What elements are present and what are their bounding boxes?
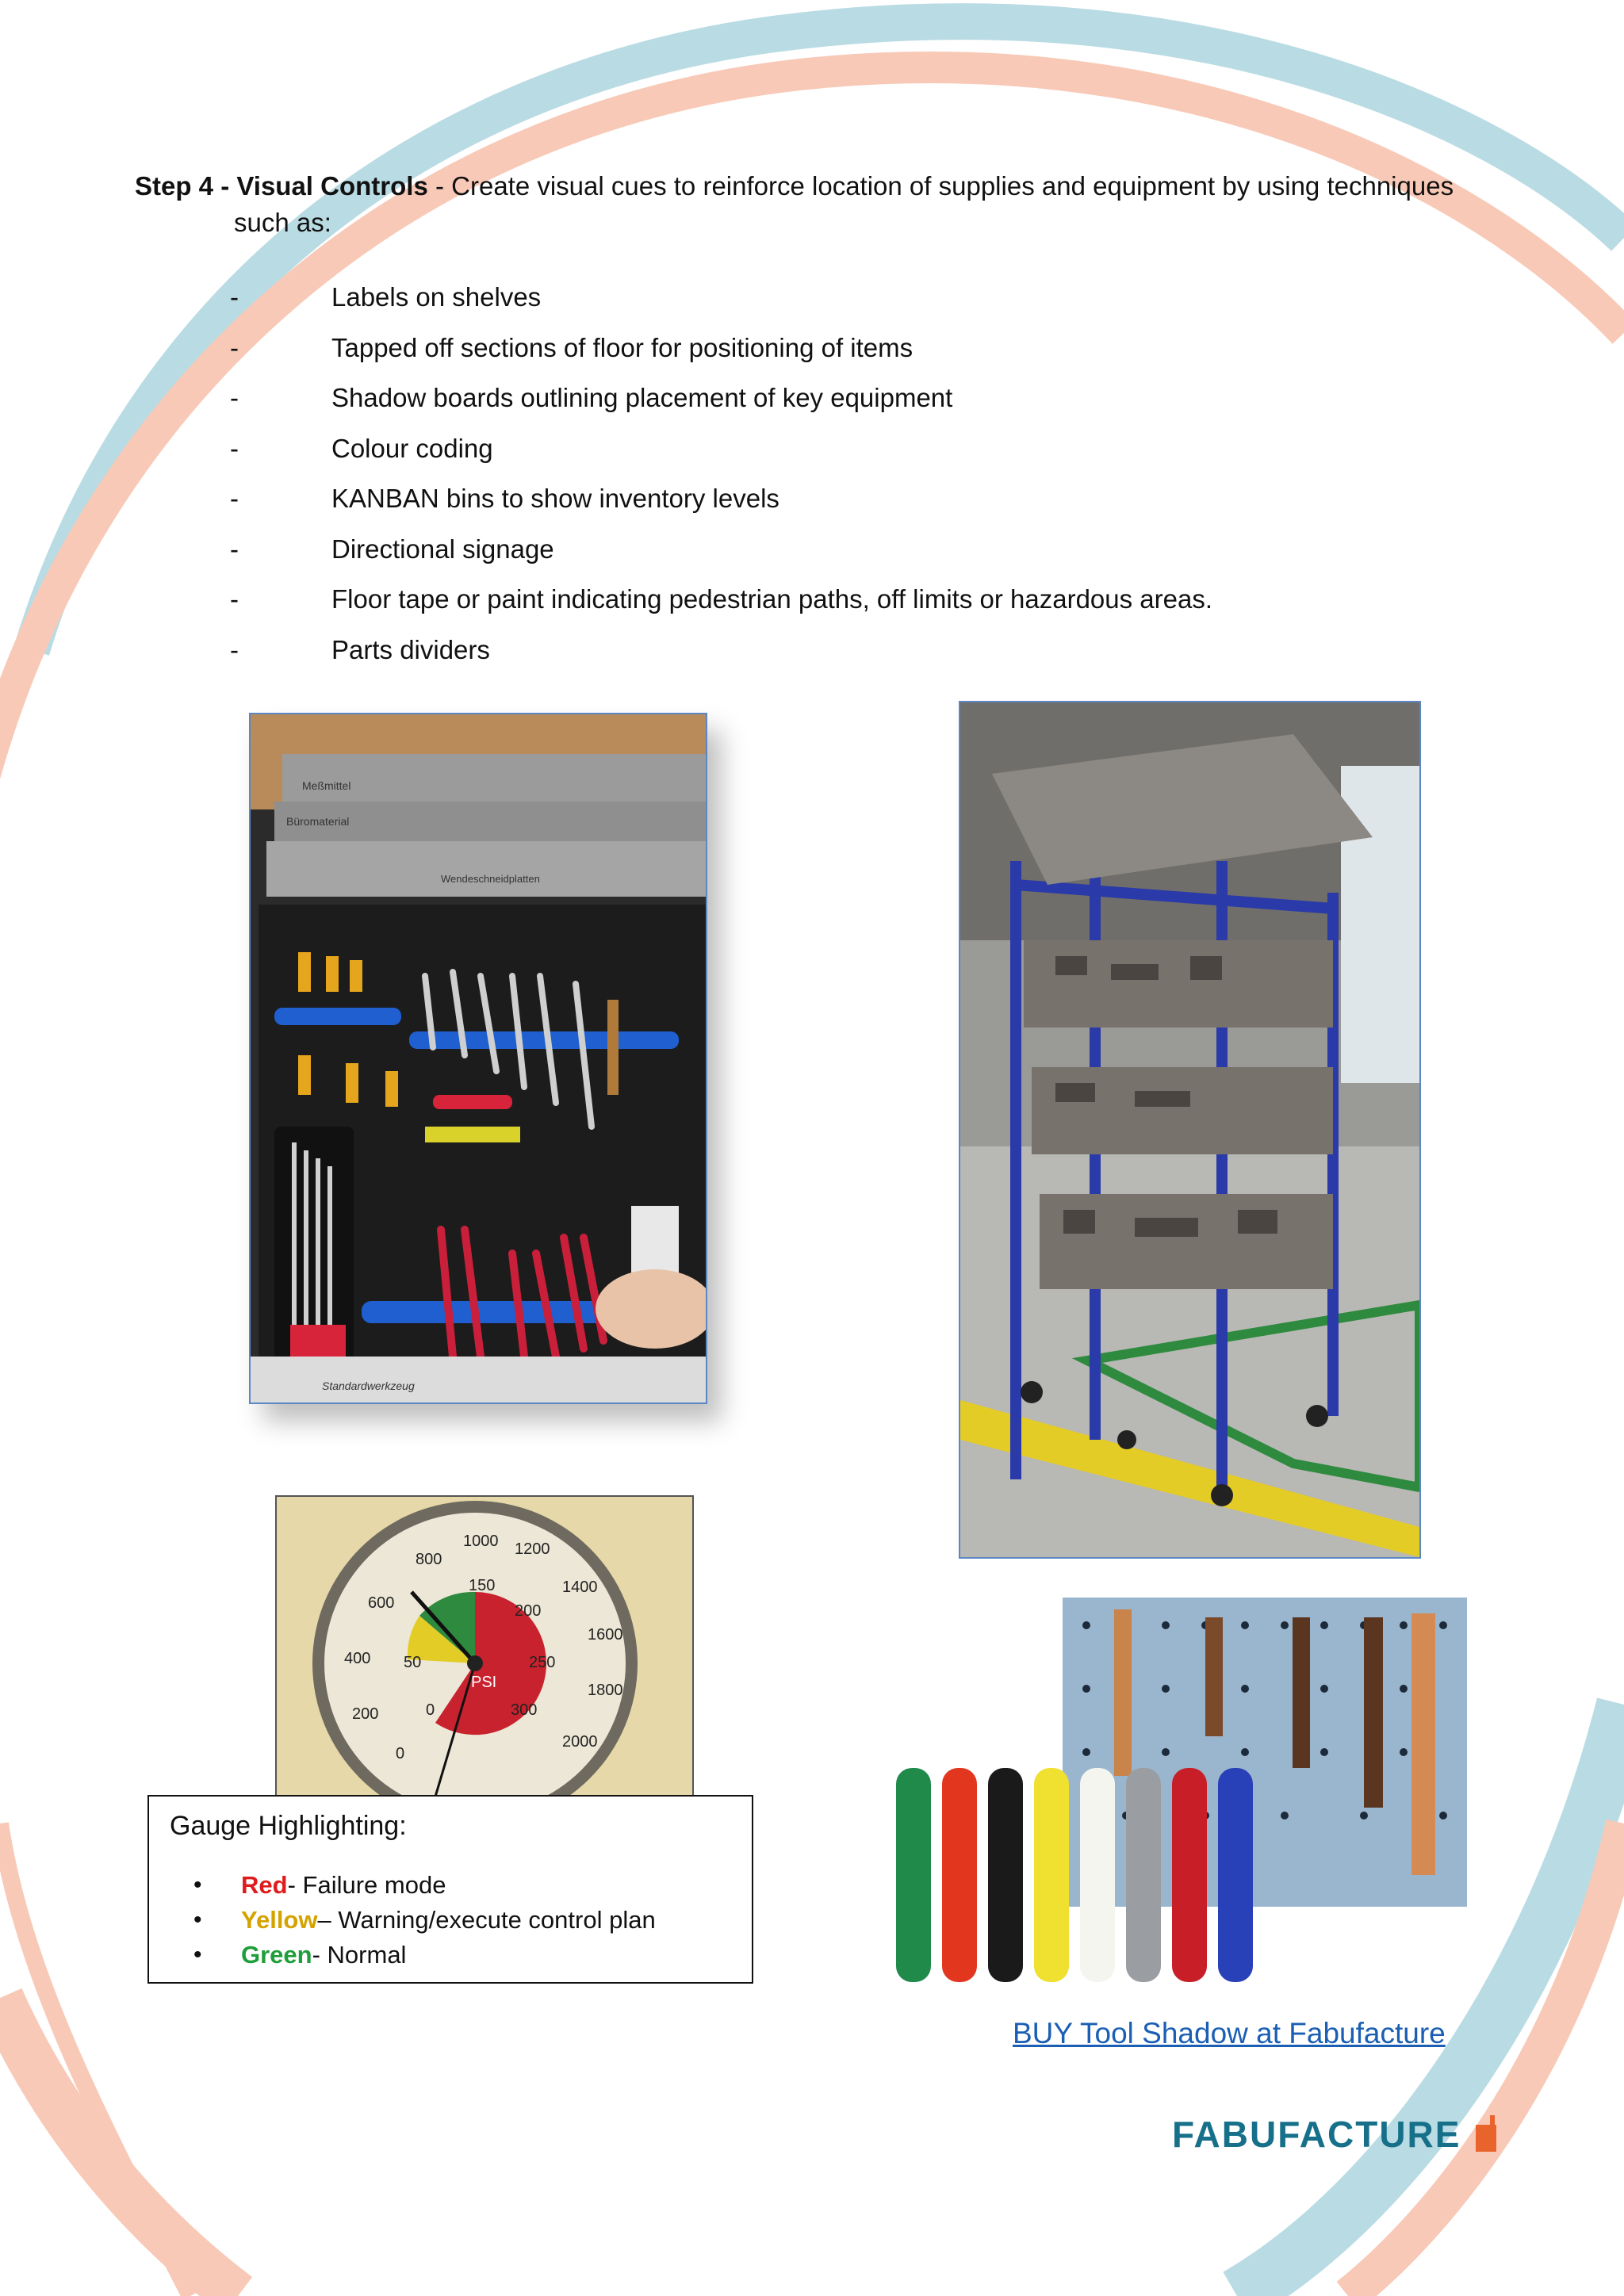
list-item: • Yellow – Warning/execute control plan <box>193 1906 656 1934</box>
gauge-highlighting-list <box>193 1868 656 1973</box>
svg-text:1800: 1800 <box>588 1682 623 1699</box>
svg-text:Büromaterial: Büromaterial <box>286 815 350 828</box>
list-item: • Red - Failure mode <box>193 1871 446 1899</box>
svg-text:Meßmittel: Meßmittel <box>302 779 351 792</box>
svg-text:200: 200 <box>352 1705 379 1723</box>
svg-text:150: 150 <box>469 1577 496 1594</box>
step-description: - Create visual cues to reinforce location of supplies and equipment by using techniques <box>427 171 1454 201</box>
step-intro <box>135 168 1515 241</box>
shadow-board-cart-photo <box>959 701 1421 1559</box>
svg-text:1200: 1200 <box>515 1540 550 1558</box>
step-description-cont: such as: <box>234 208 331 237</box>
factory-icon <box>1473 2115 1500 2152</box>
list-item: - Shadow boards outlining placement of key equipment <box>230 383 953 412</box>
gauge-highlighting-box <box>147 1795 753 1984</box>
list-item: - KANBAN bins to show inventory levels <box>230 484 779 513</box>
svg-text:2000: 2000 <box>562 1733 598 1751</box>
svg-text:PSI: PSI <box>471 1674 497 1691</box>
list-item: - Tapped off sections of floor for positioning of items <box>230 332 914 362</box>
svg-text:Wendeschneidplatten: Wendeschneidplatten <box>441 873 540 885</box>
svg-text:600: 600 <box>368 1594 395 1612</box>
svg-text:0: 0 <box>426 1701 435 1719</box>
svg-text:200: 200 <box>515 1602 542 1620</box>
svg-text:Standardwerkzeug: Standardwerkzeug <box>322 1380 415 1392</box>
list-item: - Labels on shelves <box>230 282 542 312</box>
svg-text:400: 400 <box>344 1650 371 1667</box>
svg-text:50: 50 <box>404 1654 422 1671</box>
svg-text:250: 250 <box>529 1654 556 1671</box>
techniques-list <box>230 279 1419 682</box>
svg-text:1600: 1600 <box>588 1626 623 1644</box>
svg-text:300: 300 <box>511 1701 538 1719</box>
svg-text:800: 800 <box>416 1551 442 1568</box>
pressure-gauge-photo <box>275 1495 694 1798</box>
list-item: - Colour coding <box>230 433 493 463</box>
list-item: - Parts dividers <box>230 634 490 664</box>
svg-text:1400: 1400 <box>562 1578 598 1596</box>
tool-shadow-product-photo <box>888 1594 1477 1990</box>
svg-text:0: 0 <box>396 1745 405 1762</box>
fabufacture-logo: FABUFACTURE <box>1172 2113 1500 2156</box>
buy-tool-shadow-link[interactable]: BUY Tool Shadow at Fabufacture <box>1013 2017 1446 2049</box>
list-item: • Green - Normal <box>193 1941 407 1969</box>
list-item: - Floor tape or paint indicating pedestrian paths, off limits or hazardous areas. <box>230 584 1213 614</box>
tool-drawer-photo <box>249 713 707 1404</box>
gauge-highlighting-title: Gauge Highlighting: <box>170 1811 407 1841</box>
step-title: Step 4 - Visual Controls <box>135 171 428 201</box>
list-item: - Directional signage <box>230 534 554 564</box>
svg-text:1000: 1000 <box>463 1533 499 1550</box>
